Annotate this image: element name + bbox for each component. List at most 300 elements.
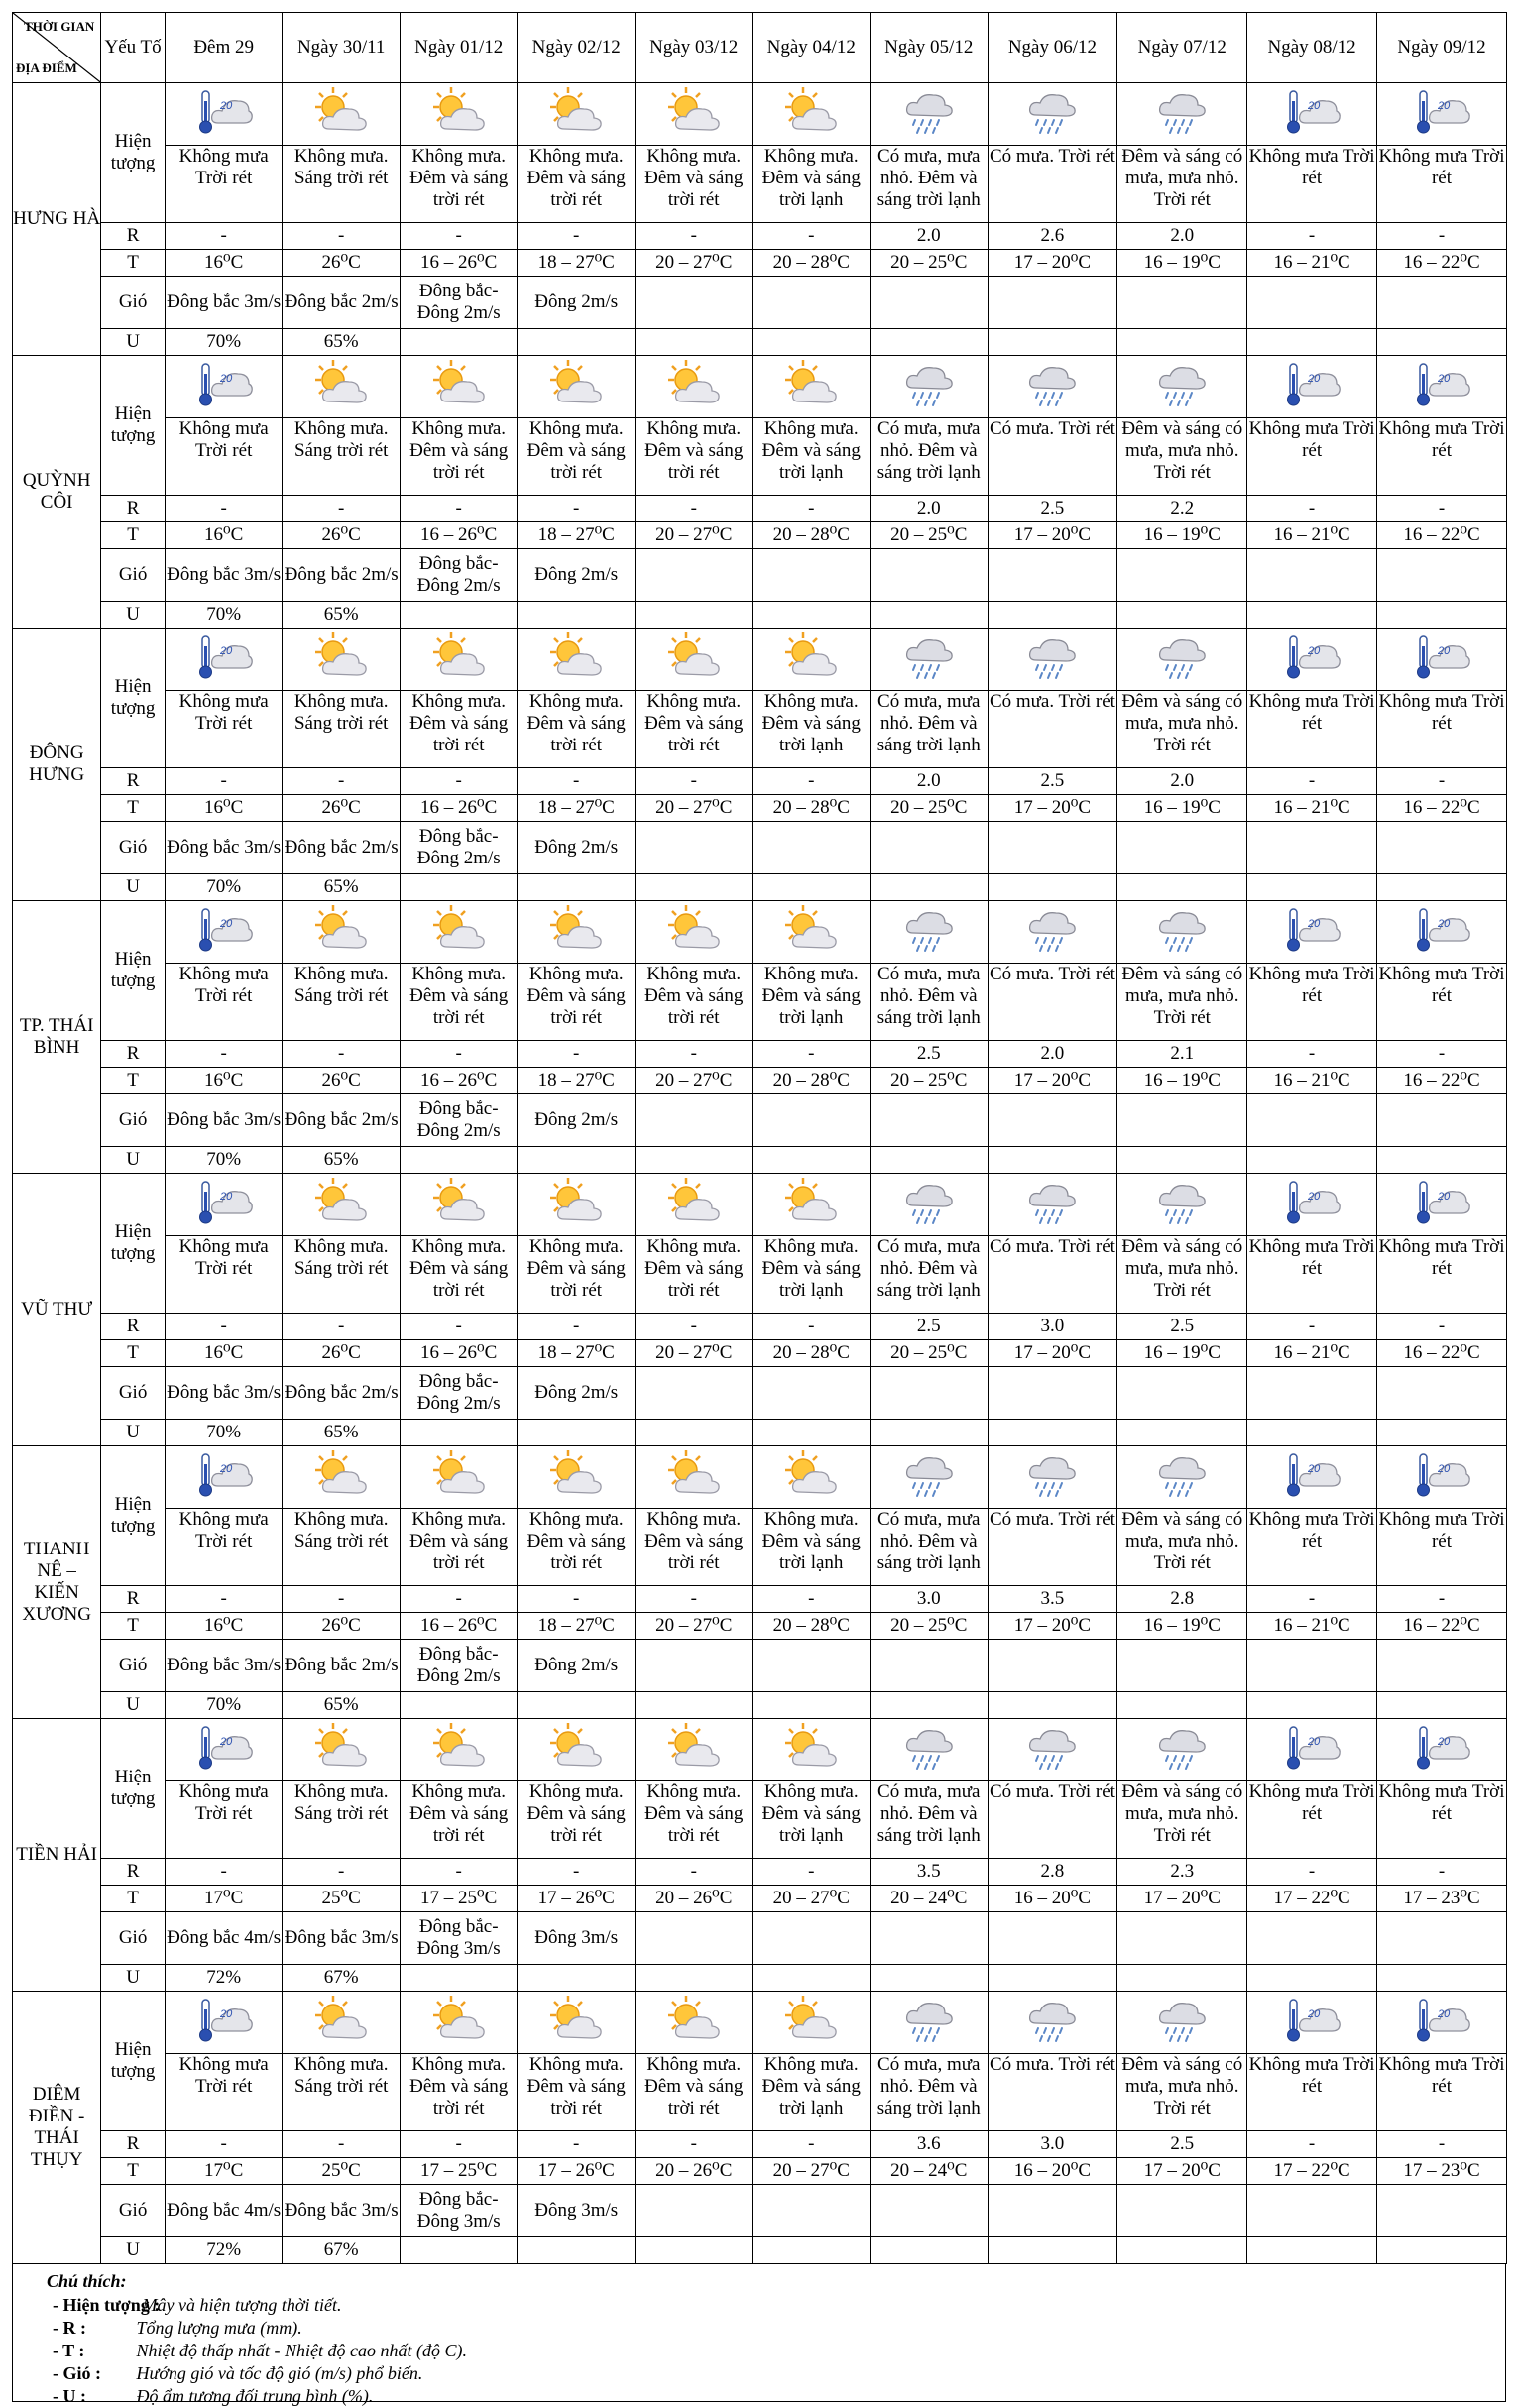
rain-cloud-icon	[899, 1176, 959, 1227]
element-wind: Gió	[101, 2185, 166, 2237]
rain-value: -	[165, 1314, 283, 1340]
rain-cloud-icon	[1152, 1448, 1212, 1500]
rain-value: -	[400, 223, 518, 250]
rain-value: -	[753, 2131, 871, 2158]
rain-row	[13, 1314, 1507, 1340]
element-rain: R	[101, 223, 166, 250]
rain-value: -	[518, 1859, 636, 1886]
element-wind: Gió	[101, 277, 166, 329]
temperature-row	[13, 2158, 1507, 2185]
sun-cloud-icon	[546, 85, 606, 137]
temperature-value: 16⁰C	[165, 522, 283, 549]
phenomenon-text: Không mưa. Sáng trời rét	[283, 146, 401, 223]
sun-cloud-icon	[311, 1994, 371, 2045]
phenomenon-text: Đêm và sáng có mưa, mưa nhỏ. Trời rét	[1117, 418, 1247, 496]
humidity-value	[518, 1692, 636, 1719]
rain-value: -	[283, 496, 401, 522]
temperature-value: 20 – 25⁰C	[871, 1068, 989, 1094]
phenomenon-text: Không mưa. Đêm và sáng trời rét	[635, 691, 753, 768]
rain-value: -	[165, 223, 283, 250]
humidity-value: 67%	[283, 1965, 401, 1992]
cold-cloud-icon	[1282, 1994, 1342, 2045]
humidity-value	[1117, 329, 1247, 356]
humidity-value	[753, 874, 871, 901]
rain-cloud-icon	[1152, 1994, 1212, 2045]
humidity-value: 70%	[165, 874, 283, 901]
rain-cloud-icon	[1022, 903, 1082, 955]
rain-value: 3.6	[871, 2131, 989, 2158]
rain-value: 2.0	[1117, 768, 1247, 795]
wind-value: Đông bắc 3m/s	[165, 1367, 283, 1420]
cold-cloud-icon	[194, 903, 254, 955]
wind-value	[871, 2185, 989, 2237]
temperature-row	[13, 250, 1507, 277]
day-header: Ngày 03/12	[635, 13, 753, 83]
phenomenon-text: Không mưa. Đêm và sáng trời rét	[518, 2054, 636, 2131]
element-wind: Gió	[101, 549, 166, 602]
weather-icon-cell	[988, 1992, 1117, 2054]
humidity-value	[871, 1420, 989, 1446]
rain-cloud-icon	[1022, 1721, 1082, 1773]
element-rain: R	[101, 1586, 166, 1613]
phenomenon-text: Đêm và sáng có mưa, mưa nhỏ. Trời rét	[1117, 146, 1247, 223]
humidity-value	[518, 2237, 636, 2264]
sun-cloud-icon	[781, 1448, 841, 1500]
humidity-value	[988, 874, 1117, 901]
temperature-value: 16⁰C	[165, 1613, 283, 1640]
rain-value: -	[753, 496, 871, 522]
phenomenon-text: Không mưa. Đêm và sáng trời lạnh	[753, 1781, 871, 1859]
weather-icon-cell	[635, 1719, 753, 1781]
humidity-value	[871, 2237, 989, 2264]
weather-icon-cell	[283, 629, 401, 691]
phenomenon-text: Không mưa Trời rét	[1247, 1509, 1377, 1586]
svg-text:20: 20	[1438, 100, 1451, 112]
phenomenon-icon-row	[13, 1719, 1507, 1781]
element-humidity: U	[101, 1147, 166, 1174]
svg-text:20: 20	[219, 1191, 232, 1203]
wind-value	[988, 1367, 1117, 1420]
phenomenon-text: Đêm và sáng có mưa, mưa nhỏ. Trời rét	[1117, 1509, 1247, 1586]
wind-value	[1377, 1367, 1507, 1420]
wind-value: Đông bắc- Đông 2m/s	[400, 822, 518, 874]
wind-value	[1117, 822, 1247, 874]
phenomenon-text: Không mưa. Sáng trời rét	[283, 691, 401, 768]
phenomenon-text: Không mưa Trời rét	[1377, 2054, 1507, 2131]
temperature-value: 20 – 28⁰C	[753, 795, 871, 822]
temperature-value: 25⁰C	[283, 2158, 401, 2185]
temperature-value: 20 – 27⁰C	[635, 1068, 753, 1094]
humidity-value	[1377, 874, 1507, 901]
svg-text:20: 20	[1438, 373, 1451, 385]
humidity-value: 67%	[283, 2237, 401, 2264]
rain-value: -	[1247, 768, 1377, 795]
temperature-value: 26⁰C	[283, 1613, 401, 1640]
humidity-row	[13, 1420, 1507, 1446]
humidity-value: 72%	[165, 2237, 283, 2264]
temperature-value: 16 – 21⁰C	[1247, 1068, 1377, 1094]
temperature-value: 20 – 27⁰C	[635, 522, 753, 549]
wind-value	[753, 2185, 871, 2237]
cold-cloud-icon	[194, 631, 254, 682]
phenomenon-text: Không mưa. Đêm và sáng trời rét	[400, 1509, 518, 1586]
wind-value	[635, 277, 753, 329]
rain-value: 2.0	[871, 768, 989, 795]
phenomenon-text: Không mưa Trời rét	[1247, 146, 1377, 223]
sun-cloud-icon	[781, 631, 841, 682]
phenomenon-text: Không mưa. Đêm và sáng trời rét	[635, 146, 753, 223]
humidity-value	[400, 1147, 518, 1174]
temperature-value: 26⁰C	[283, 522, 401, 549]
wind-value	[635, 822, 753, 874]
humidity-value	[1247, 1420, 1377, 1446]
humidity-value	[635, 2237, 753, 2264]
cold-cloud-icon	[194, 358, 254, 409]
wind-value	[1247, 822, 1377, 874]
rain-cloud-icon	[899, 631, 959, 682]
wind-value: Đông 2m/s	[518, 549, 636, 602]
weather-icon-cell	[400, 1992, 518, 2054]
temperature-value: 20 – 28⁰C	[753, 522, 871, 549]
temperature-value: 20 – 25⁰C	[871, 1340, 989, 1367]
phenomenon-text: Không mưa. Sáng trời rét	[283, 1781, 401, 1859]
weather-icon-cell	[400, 1174, 518, 1236]
phenomenon-text: Không mưa. Đêm và sáng trời lạnh	[753, 146, 871, 223]
wind-value	[753, 549, 871, 602]
weather-icon-cell	[1117, 629, 1247, 691]
rain-value: 2.0	[871, 223, 989, 250]
temperature-value: 16 – 21⁰C	[1247, 250, 1377, 277]
wind-value	[635, 1912, 753, 1965]
day-header: Ngày 30/11	[283, 13, 401, 83]
sun-cloud-icon	[781, 903, 841, 955]
sun-cloud-icon	[664, 1721, 724, 1773]
element-wind: Gió	[101, 822, 166, 874]
wind-value	[1247, 1094, 1377, 1147]
weather-icon-cell	[1117, 83, 1247, 146]
location-name: QUỲNH CÔI	[13, 356, 101, 629]
svg-text:20: 20	[1438, 1736, 1451, 1748]
rain-cloud-icon	[1022, 1176, 1082, 1227]
rain-value: -	[1377, 768, 1507, 795]
temperature-value: 17 – 20⁰C	[988, 1340, 1117, 1367]
day-header: Ngày 06/12	[988, 13, 1117, 83]
wind-value: Đông 3m/s	[518, 2185, 636, 2237]
humidity-value	[1377, 329, 1507, 356]
phenomenon-text: Không mưa. Đêm và sáng trời rét	[400, 2054, 518, 2131]
temperature-value: 20 – 27⁰C	[753, 1886, 871, 1912]
phenomenon-icon-row	[13, 629, 1507, 691]
phenomenon-text: Có mưa. Trời rét	[988, 2054, 1117, 2131]
wind-value: Đông bắc- Đông 2m/s	[400, 1367, 518, 1420]
phenomenon-text: Không mưa. Đêm và sáng trời rét	[518, 1509, 636, 1586]
phenomenon-icon-row	[13, 1992, 1507, 2054]
humidity-value	[1247, 874, 1377, 901]
phenomenon-text: Không mưa. Đêm và sáng trời rét	[635, 1781, 753, 1859]
svg-text:20: 20	[1308, 1191, 1321, 1203]
element-humidity: U	[101, 1420, 166, 1446]
wind-value	[1117, 1367, 1247, 1420]
humidity-value: 70%	[165, 1147, 283, 1174]
element-phenomenon: Hiện tượng	[101, 629, 166, 768]
wind-value	[1117, 1094, 1247, 1147]
wind-value	[1377, 277, 1507, 329]
rain-value: -	[400, 768, 518, 795]
phenomenon-text: Có mưa, mưa nhỏ. Đêm và sáng trời lạnh	[871, 418, 989, 496]
weather-icon-cell	[283, 1174, 401, 1236]
wind-value	[1117, 2185, 1247, 2237]
temperature-value: 17 – 20⁰C	[1117, 2158, 1247, 2185]
rain-value: -	[400, 1041, 518, 1068]
temperature-value: 16 – 19⁰C	[1117, 795, 1247, 822]
temperature-value: 16 – 21⁰C	[1247, 1613, 1377, 1640]
element-humidity: U	[101, 2237, 166, 2264]
humidity-value	[988, 602, 1117, 629]
cold-cloud-icon	[1282, 358, 1342, 409]
humidity-value: 65%	[283, 874, 401, 901]
humidity-value: 65%	[283, 1692, 401, 1719]
weather-icon-cell	[753, 1174, 871, 1236]
sun-cloud-icon	[781, 85, 841, 137]
weather-icon-cell	[283, 1446, 401, 1509]
element-temperature: T	[101, 795, 166, 822]
sun-cloud-icon	[664, 1176, 724, 1227]
svg-text:20: 20	[219, 373, 232, 385]
rain-value: -	[165, 1041, 283, 1068]
weather-icon-cell	[283, 83, 401, 146]
phenomenon-text: Có mưa, mưa nhỏ. Đêm và sáng trời lạnh	[871, 964, 989, 1041]
phenomenon-text: Có mưa, mưa nhỏ. Đêm và sáng trời lạnh	[871, 1781, 989, 1859]
wind-value: Đông bắc 3m/s	[165, 277, 283, 329]
sun-cloud-icon	[664, 85, 724, 137]
wind-value	[871, 1094, 989, 1147]
wind-value	[871, 1912, 989, 1965]
element-temperature: T	[101, 1613, 166, 1640]
rain-row	[13, 768, 1507, 795]
humidity-value	[1377, 1147, 1507, 1174]
cold-cloud-icon	[1282, 1448, 1342, 1500]
sun-cloud-icon	[311, 1721, 371, 1773]
rain-value: -	[1377, 223, 1507, 250]
rain-value: 2.5	[871, 1041, 989, 1068]
weather-icon-cell	[871, 1446, 989, 1509]
temperature-value: 26⁰C	[283, 1068, 401, 1094]
wind-value	[1247, 2185, 1377, 2237]
temperature-value: 16 – 26⁰C	[400, 522, 518, 549]
weather-icon-cell	[518, 356, 636, 418]
weather-icon-cell	[1117, 1174, 1247, 1236]
phenomenon-text: Có mưa. Trời rét	[988, 1781, 1117, 1859]
weather-icon-cell	[400, 356, 518, 418]
cold-cloud-icon	[1282, 1721, 1342, 1773]
humidity-value	[1117, 1147, 1247, 1174]
humidity-value	[753, 329, 871, 356]
phenomenon-text: Không mưa. Đêm và sáng trời rét	[400, 146, 518, 223]
rain-value: 2.5	[1117, 2131, 1247, 2158]
temperature-value: 20 – 25⁰C	[871, 250, 989, 277]
phenomenon-text: Không mưa. Đêm và sáng trời rét	[400, 1236, 518, 1314]
humidity-value	[1377, 1420, 1507, 1446]
rain-value: -	[1247, 496, 1377, 522]
rain-value: -	[400, 1859, 518, 1886]
element-rain: R	[101, 496, 166, 522]
weather-icon-cell	[988, 901, 1117, 964]
svg-text:20: 20	[219, 1463, 232, 1475]
phenomenon-text: Không mưa Trời rét	[1377, 418, 1507, 496]
phenomenon-icon-row	[13, 356, 1507, 418]
wind-value: Đông bắc- Đông 2m/s	[400, 549, 518, 602]
location-name: TP. THÁI BÌNH	[13, 901, 101, 1174]
weather-icon-cell	[1117, 1719, 1247, 1781]
humidity-value	[1377, 602, 1507, 629]
element-temperature: T	[101, 2158, 166, 2185]
weather-icon-cell	[518, 901, 636, 964]
phenomenon-text: Không mưa Trời rét	[1377, 964, 1507, 1041]
humidity-value	[1117, 1420, 1247, 1446]
weather-icon-cell	[165, 83, 283, 146]
day-header: Ngày 08/12	[1247, 13, 1377, 83]
humidity-value: 65%	[283, 1420, 401, 1446]
temperature-value: 17 – 20⁰C	[988, 795, 1117, 822]
weather-icon-cell	[400, 1446, 518, 1509]
wind-value: Đông bắc 2m/s	[283, 1640, 401, 1692]
weather-icon-cell	[1247, 1446, 1377, 1509]
wind-value: Đông bắc 2m/s	[283, 277, 401, 329]
svg-text:20: 20	[1438, 1191, 1451, 1203]
temperature-value: 16 – 19⁰C	[1117, 1613, 1247, 1640]
element-wind: Gió	[101, 1094, 166, 1147]
humidity-value: 65%	[283, 1147, 401, 1174]
humidity-value	[1377, 1965, 1507, 1992]
weather-icon-cell	[988, 83, 1117, 146]
humidity-value	[753, 602, 871, 629]
temperature-value: 17 – 20⁰C	[988, 1613, 1117, 1640]
temperature-row	[13, 1340, 1507, 1367]
time-label: THỜI GIAN	[24, 19, 95, 34]
weather-icon-cell	[165, 356, 283, 418]
weather-icon-cell	[165, 1446, 283, 1509]
wind-value: Đông 2m/s	[518, 822, 636, 874]
rain-value: -	[1377, 1586, 1507, 1613]
phenomenon-text: Không mưa Trời rét	[1377, 1781, 1507, 1859]
wind-value	[988, 2185, 1117, 2237]
weather-icon-cell	[753, 83, 871, 146]
weather-icon-cell	[1377, 83, 1507, 146]
temperature-value: 20 – 25⁰C	[871, 1613, 989, 1640]
weather-icon-cell	[1247, 629, 1377, 691]
weather-icon-cell	[283, 901, 401, 964]
humidity-value: 65%	[283, 602, 401, 629]
rain-value: -	[165, 2131, 283, 2158]
wind-value	[1117, 277, 1247, 329]
rain-value: -	[635, 496, 753, 522]
rain-value: -	[518, 768, 636, 795]
day-header: Ngày 07/12	[1117, 13, 1247, 83]
wind-value: Đông 3m/s	[518, 1912, 636, 1965]
cold-cloud-icon	[1412, 903, 1471, 955]
element-wind: Gió	[101, 1640, 166, 1692]
humidity-value	[518, 1965, 636, 1992]
temperature-value: 16⁰C	[165, 250, 283, 277]
humidity-row	[13, 2237, 1507, 2264]
element-rain: R	[101, 1859, 166, 1886]
rain-cloud-icon	[1152, 358, 1212, 409]
svg-text:20: 20	[219, 1736, 232, 1748]
sun-cloud-icon	[781, 1721, 841, 1773]
phenomenon-text: Không mưa. Đêm và sáng trời lạnh	[753, 1509, 871, 1586]
temperature-value: 20 – 27⁰C	[635, 1613, 753, 1640]
weather-icon-cell	[988, 1446, 1117, 1509]
day-header: Ngày 09/12	[1377, 13, 1507, 83]
weather-icon-cell	[400, 629, 518, 691]
rain-value: -	[165, 496, 283, 522]
element-humidity: U	[101, 1965, 166, 1992]
rain-value: -	[635, 2131, 753, 2158]
humidity-value	[871, 874, 989, 901]
humidity-value	[753, 2237, 871, 2264]
temperature-value: 16 – 20⁰C	[988, 2158, 1117, 2185]
wind-value: Đông bắc- Đông 2m/s	[400, 1094, 518, 1147]
weather-icon-cell	[753, 1446, 871, 1509]
weather-icon-cell	[871, 629, 989, 691]
phenomenon-text: Không mưa. Đêm và sáng trời rét	[518, 1236, 636, 1314]
wind-value	[988, 1912, 1117, 1965]
humidity-row	[13, 329, 1507, 356]
humidity-value	[1117, 2237, 1247, 2264]
weather-icon-cell	[635, 83, 753, 146]
phenomenon-text: Không mưa Trời rét	[1247, 964, 1377, 1041]
weather-icon-cell	[518, 1446, 636, 1509]
element-rain: R	[101, 1314, 166, 1340]
rain-value: -	[1377, 1314, 1507, 1340]
phenomenon-text: Đêm và sáng có mưa, mưa nhỏ. Trời rét	[1117, 1236, 1247, 1314]
rain-value: -	[518, 223, 636, 250]
element-humidity: U	[101, 874, 166, 901]
humidity-value	[518, 1147, 636, 1174]
sun-cloud-icon	[429, 358, 489, 409]
wind-value	[1377, 2185, 1507, 2237]
wind-value	[1117, 549, 1247, 602]
humidity-value	[635, 602, 753, 629]
rain-value: -	[1247, 1314, 1377, 1340]
wind-row	[13, 549, 1507, 602]
phenomenon-text: Có mưa, mưa nhỏ. Đêm và sáng trời lạnh	[871, 2054, 989, 2131]
cold-cloud-icon	[1412, 358, 1471, 409]
svg-text:20: 20	[1308, 373, 1321, 385]
phenomenon-text: Có mưa. Trời rét	[988, 146, 1117, 223]
cold-cloud-icon	[194, 1994, 254, 2045]
sun-cloud-icon	[429, 1176, 489, 1227]
phenomenon-text: Đêm và sáng có mưa, mưa nhỏ. Trời rét	[1117, 1781, 1247, 1859]
temperature-value: 18 – 27⁰C	[518, 250, 636, 277]
wind-value	[1377, 1640, 1507, 1692]
wind-value: Đông bắc 2m/s	[283, 822, 401, 874]
rain-value: -	[1377, 2131, 1507, 2158]
temperature-value: 20 – 25⁰C	[871, 522, 989, 549]
phenomenon-text: Không mưa. Đêm và sáng trời lạnh	[753, 964, 871, 1041]
sun-cloud-icon	[664, 1994, 724, 2045]
temperature-value: 17 – 20⁰C	[1117, 1886, 1247, 1912]
wind-value	[635, 549, 753, 602]
rain-value: -	[753, 223, 871, 250]
humidity-value	[1247, 1147, 1377, 1174]
rain-cloud-icon	[1022, 1994, 1082, 2045]
humidity-value	[518, 329, 636, 356]
temperature-row	[13, 1613, 1507, 1640]
rain-value: -	[635, 223, 753, 250]
rain-value: -	[1377, 1041, 1507, 1068]
rain-value: -	[753, 1314, 871, 1340]
